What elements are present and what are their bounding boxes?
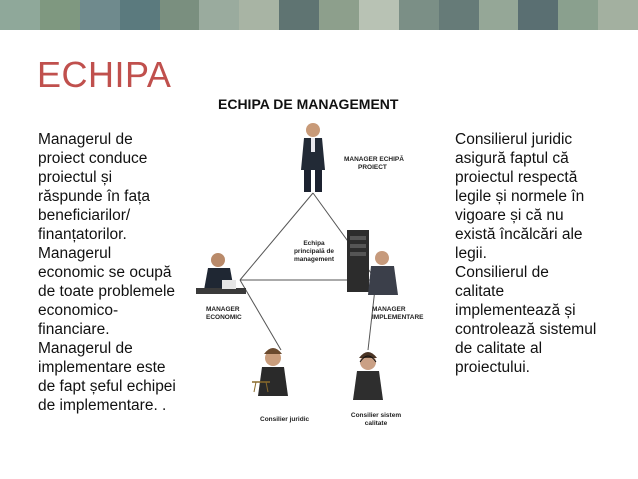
left-line: de implementare. . [38, 397, 167, 414]
top-bar-segment [479, 0, 519, 30]
label-line: Echipa [303, 240, 325, 247]
top-bar-segment [0, 0, 40, 30]
left-line: economico- [38, 302, 119, 319]
right-line: implementează și [455, 302, 576, 319]
left-line: proiect conduce [38, 150, 148, 167]
right-line: vigoare și că nu [455, 207, 564, 224]
top-bar-segment [598, 0, 638, 30]
top-bar-segment [120, 0, 160, 30]
diagram-title: ECHIPA DE MANAGEMENT [218, 96, 399, 112]
top-bar-segment [199, 0, 239, 30]
right-line: de calitate al [455, 340, 543, 357]
decorative-top-bar [0, 0, 638, 30]
label-line: MANAGER [372, 306, 406, 313]
right-line: legile și normele în [455, 188, 585, 205]
top-bar-segment [160, 0, 200, 30]
left-line: implementare este [38, 359, 166, 376]
top-bar-segment [80, 0, 120, 30]
connector-line [240, 280, 281, 350]
top-bar-segment [279, 0, 319, 30]
right-line: proiectului. [455, 359, 530, 376]
label-line: principală de [293, 248, 335, 255]
center-team-label [292, 240, 336, 264]
right-line: calitate [455, 283, 505, 300]
right-line: asigură faptul că [455, 150, 569, 167]
top-bar-segment [558, 0, 598, 30]
implementation-manager-figure [347, 230, 398, 295]
right-line: există încălcări ale [455, 226, 583, 243]
label-line: PROIECT [358, 164, 387, 171]
label-line: ECONOMIC [206, 314, 242, 321]
left-line: Managerul [38, 245, 112, 262]
right-line: proiectul respectă [455, 169, 578, 186]
project-manager-figure [301, 123, 325, 192]
slide-title: ECHIPA [37, 54, 172, 95]
manager-economic-label [206, 306, 242, 322]
left-line: beneficiarilor/ [38, 207, 131, 224]
manager-echipa-label [344, 156, 404, 172]
label-line: MANAGER [206, 306, 240, 313]
top-bar-segment [319, 0, 359, 30]
left-text-column [38, 130, 188, 415]
diagram-graphics [196, 110, 446, 440]
left-line: economic se ocupă [38, 264, 172, 281]
economic-manager-figure [196, 253, 246, 294]
right-line: legii. [455, 245, 487, 262]
left-line: financiare. [38, 321, 110, 338]
right-line: controlează sistemul [455, 321, 597, 338]
consilier-sistem-label [346, 412, 406, 428]
label-line: management [293, 256, 335, 263]
label-line: calitate [364, 420, 388, 427]
top-bar-segment [359, 0, 399, 30]
label-line: IMPLEMENTARE [372, 314, 424, 321]
left-line: Managerul de [38, 131, 133, 148]
right-line: Consilierul de [455, 264, 549, 281]
left-line: Managerul de [38, 340, 133, 357]
management-team-diagram [196, 110, 446, 440]
left-line: de toate problemele [38, 283, 176, 300]
label-line: MANAGER ECHIPĂ [344, 156, 404, 163]
top-bar-segment [399, 0, 439, 30]
consilier-juridic-label: Consilier juridic [260, 416, 310, 423]
left-line: răspunde în fața [38, 188, 151, 205]
top-bar-segment [40, 0, 80, 30]
top-bar-segment [239, 0, 279, 30]
left-line: proiectul și [38, 169, 113, 186]
manager-implementare-label [372, 306, 424, 322]
connector-line [240, 193, 313, 280]
top-bar-segment [439, 0, 479, 30]
legal-advisor-figure [252, 348, 288, 396]
top-bar-segment [518, 0, 558, 30]
left-line: finanțatorilor. [38, 226, 127, 243]
quality-advisor-figure [353, 352, 383, 400]
left-line: de fapt șeful echipei [38, 378, 176, 395]
right-line: Consilierul juridic [455, 131, 573, 148]
right-text-column [455, 130, 605, 377]
label-line: Consilier sistem [350, 412, 402, 419]
